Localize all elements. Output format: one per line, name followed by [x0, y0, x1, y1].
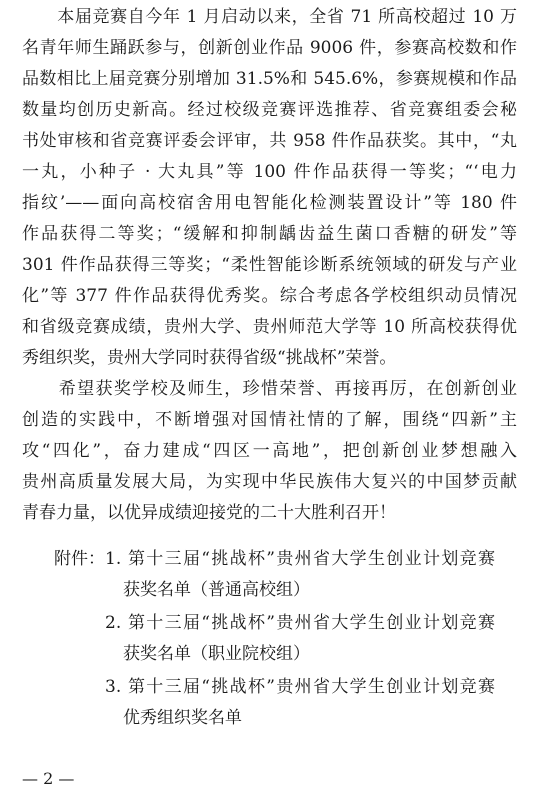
text-line: 书处审核和省竞赛评委会评审，共 958 件作品获奖。其中，“丸 [22, 131, 517, 151]
text-line: 作品获得二等奖；“缓解和抑制龋齿益生菌口香糖的研发”等 [22, 224, 517, 244]
text-line: 希望获奖学校及师生，珍惜荣誉、再接再厉，在创新创业 [22, 379, 517, 399]
text-line: 秀组织奖，贵州大学同时获得省级“挑战杯”荣誉。 [22, 348, 397, 368]
text-line: 和省级竞赛成绩，贵州大学、贵州师范大学等 10 所高校获得优 [22, 317, 517, 337]
attachments-label: 附件： [54, 549, 105, 569]
text-line: 本届竞赛自今年 1 月启动以来，全省 71 所高校超过 10 万 [22, 7, 517, 27]
text-line: 品数相比上届竞赛分别增加 31.5%和 545.6%，参赛规模和作品 [22, 69, 517, 89]
attachment-item-3-subtitle: 优秀组织奖名单 [123, 708, 242, 728]
attachment-item-1-subtitle: 获奖名单（普通高校组） [123, 580, 310, 600]
text-line: 青春力量，以优异成绩迎接党的二十大胜利召开！ [22, 503, 396, 523]
text-line: 指纹’——面向高校宿舍用电智能化检测装置设计”等 180 件 [22, 193, 517, 213]
attachment-item-3-title: 3. 第十三届“挑战杯”贵州省大学生创业计划竞赛 [105, 677, 495, 697]
page-number: — 2 — [22, 769, 75, 788]
text-line: 数量均创历史新高。经过校级竞赛评选推荐、省竞赛组委会秘 [22, 100, 517, 120]
text-line: 创造的实践中，不断增强对国情社情的了解，围绕“四新”主 [22, 410, 517, 430]
text-line: 一丸，小种子 · 大丸具”等 100 件作品获得一等奖；“‘电力 [22, 162, 517, 182]
text-line: 贵州高质量发展大局，为实现中华民族伟大复兴的中国梦贡献 [22, 472, 517, 492]
attachment-item-2-title: 2. 第十三届“挑战杯”贵州省大学生创业计划竞赛 [105, 613, 495, 633]
text-line: 301 件作品获得三等奖；“柔性智能诊断系统领域的研发与产业 [22, 255, 517, 275]
attachment-item-2-subtitle: 获奖名单（职业院校组） [123, 644, 310, 664]
text-line: 化”等 377 件作品获得优秀奖。综合考虑各学校组织动员情况 [22, 286, 517, 306]
attachment-item-1-title: 1. 第十三届“挑战杯”贵州省大学生创业计划竞赛 [105, 549, 495, 569]
text-line: 名青年师生踊跃参与，创新创业作品 9006 件，参赛高校数和作 [22, 38, 517, 58]
text-line: 攻“四化”，奋力建成“四区一高地”，把创新创业梦想融入 [22, 441, 517, 461]
